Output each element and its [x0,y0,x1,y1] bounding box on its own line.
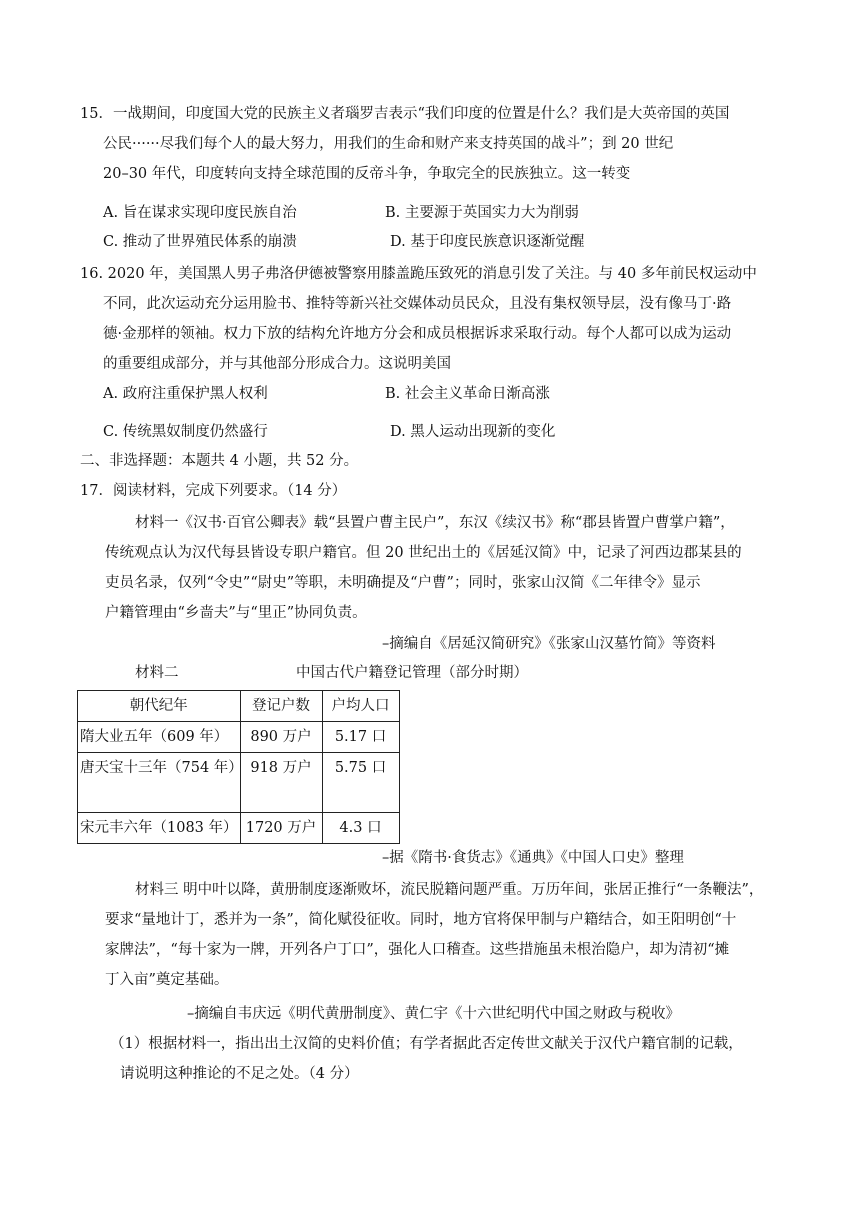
q15-option-d: D. 基于印度民族意识逐渐觉醒 [390,234,585,250]
q15-stem-line-3: 20–30 年代，印度转向支持全球范围的反帝斗争，争取完全的民族独立。这一转变 [103,166,631,182]
material-3-line-1: 材料三 明中叶以降，黄册制度逐渐败坏，流民脱籍问题严重。万历年间，张居正推行“一条鞭法”， [135,882,764,898]
q16-stem-line-1: 16. 2020 年，美国黑人男子弗洛伊德被警察用膝盖跪压致死的消息引发了关注。与 40 多年前民权运动中 [80,266,757,282]
material-3-line-2: 要求“量地计丁，悉并为一条”，简化赋役征收。同时，地方官将保甲制与户籍结合，如王阳明创“十 [105,912,737,928]
section-heading: 二、非选择题：本题共 4 小题，共 52 分。 [80,453,359,469]
table-cell: 890 万户 [240,722,322,753]
table-cell: 5.17 口 [322,722,399,753]
material-1-line-1: 材料一《汉书·百官公卿表》载“县置户曹主民户”，东汉《续汉书》称“郡县皆置户曹掌户籍”， [135,515,735,531]
q15-stem-line-2: 公民······尽我们每个人的最大努力，用我们的生命和财产来支持英国的战斗”；到 20 世纪 [103,136,674,152]
q16-option-c: C. 传统黑奴制度仍然盛行 [103,424,268,440]
table-row [78,813,400,844]
q16-stem-line-2: 不同，此次运动充分运用脸书、推特等新兴社交媒体动员民众，且没有集权领导层，没有像马丁·路 [103,296,732,312]
table-cell: 隋大业五年（609 年） [78,722,241,753]
table-cell: 4.3 口 [322,813,399,844]
table-cell: 1720 万户 [240,813,322,844]
q16-stem-line-3: 德·金那样的领袖。权力下放的结构允许地方分会和成员根据诉求采取行动。每个人都可以成为运动 [103,326,732,342]
q17-title: 17．阅读材料，完成下列要求。（14 分） [80,483,347,499]
material-1-line-4: 户籍管理由“乡啬夫”与“里正”协同负责。 [105,605,367,621]
q16-option-a: A. 政府注重保护黑人权利 [103,386,268,402]
material-2-source: –据《隋书·食货志》《通典》《中国人口史》整理 [382,850,684,866]
table-row [78,753,400,813]
material-1-line-3: 吏员名录，仅列“令史”“尉史”等职，未明确提及“户曹”；同时，张家山汉简《二年律令》显示 [105,575,701,591]
material-2-label: 材料二 [135,665,179,681]
q15-stem-line-1: 15．一战期间，印度国大党的民族主义者瑙罗吉表示“我们印度的位置是什么？我们是大英帝国的英国 [80,106,730,122]
material-1-line-2: 传统观点认为汉代每县皆设专职户籍官。但 20 世纪出土的《居延汉简》中，记录了河西边郡某县的 [105,545,742,561]
table-header-row [78,691,400,722]
q17-sub1-line-2: 请说明这种推论的不足之处。（4 分） [120,1066,359,1082]
table-row [78,722,400,753]
table-cell: 宋元丰六年（1083 年） [78,813,241,844]
material-3-line-4: 丁入亩”奠定基础。 [105,972,229,988]
q16-option-d: D. 黑人运动出现新的变化 [390,424,556,440]
q16-stem-line-4: 的重要组成部分，并与其他部分形成合力。这说明美国 [103,356,451,372]
q17-sub1-line-1: （1）根据材料一，指出出土汉简的史料价值；有学者据此否定传世文献关于汉代户籍官制的记载， [110,1036,743,1052]
table-cell: 唐天宝十三年（754 年） [78,753,241,813]
q15-option-a: A. 旨在谋求实现印度民族自治 [103,205,297,221]
q16-option-b: B. 社会主义革命日渐高涨 [385,386,550,402]
material-2-table-title: 中国古代户籍登记管理（部分时期） [296,665,528,681]
table-cell: 5.75 口 [322,753,399,813]
household-registration-table [77,690,400,844]
material-3-source: –摘编自韦庆远《明代黄册制度》、黄仁宇《十六世纪明代中国之财政与税收》 [187,1006,680,1022]
table-header-cell: 登记户数 [240,691,322,722]
table-cell: 918 万户 [240,753,322,813]
material-1-source: –摘编自《居延汉简研究》《张家山汉墓竹简》等资料 [382,636,716,652]
q15-option-b: B. 主要源于英国实力大为削弱 [385,205,579,221]
q15-option-c: C. 推动了世界殖民体系的崩溃 [103,234,297,250]
table-header-cell: 户均人口 [322,691,399,722]
table-header-cell: 朝代纪年 [78,691,241,722]
material-3-line-3: 家牌法”，“每十家为一牌，开列各户丁口”，强化人口稽查。这些措施虽未根治隐户，却为清初“摊 [105,942,730,958]
